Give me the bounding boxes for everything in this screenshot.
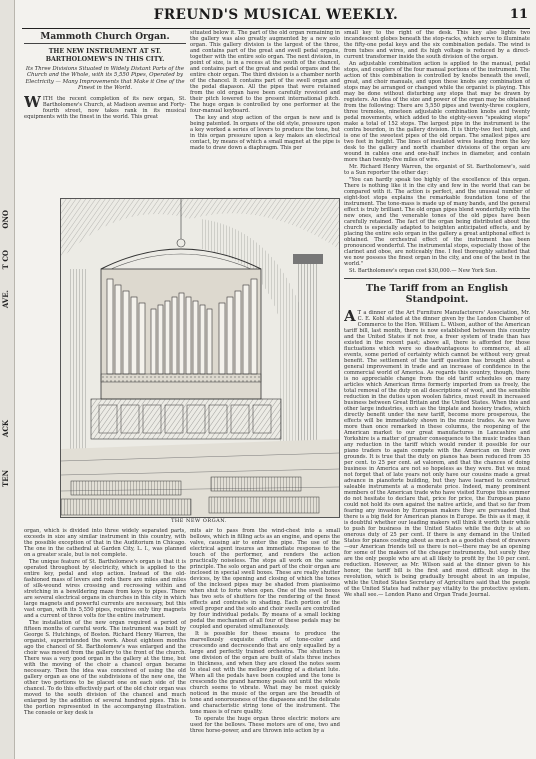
column-left-top [24,30,186,198]
running-title: FREUND'S MUSICAL WEEKLY. [153,7,399,23]
article-deck: Its Three Divisions Situated in Widely Distant Parts of the Church and the Whole, with its 5,550 Pipes, Operated by Electricity — Many Improvements that Make it One of the Finest in the World. [25,66,185,92]
paragraph: Mr. Richard Henry Warren, the organist of St. Bartholomew's, said to a Sun reporter the other day: [344,164,530,176]
paragraph: The installation of the new organ required a period of fifteen months of careful work. The instrument was built by George S. Hutchings, of Boston. Richard Henry Warren, the organist, superintended the work. About eighteen months ago the chancel of St. Bartholomew's was enlarged and the choir was moved from the gallery to the front of the church. There was a very good organ in the gallery at the time, but with the moving of the choir a chancel organ became necessary. Then the idea was conceived of using the old gallery organ as one of the subdivisions of the new one, the other two portions to be placed one on each side of the chancel. To do this effectively part of the old choir organ was moved to the south division of the chancel and much enlarged by the addition of several hundred pipes. This is the portion represented in the accompanying illustration. The console or key desk is [24,620,186,716]
paragraph: St. Bartholomew's organ cost $30,000.— New York Sun. [349,268,498,274]
paragraph: situated below it. The part of the old organ remaining in the gallery was also greatly augmented by a new solo organ. This gallery division is the largest of the three, and contains part of the great and swell pedal organs, together with the entire solo organ. The next division, in point of size, is in a recess at the south of the chancel, and contains part of the great and pedal organs and the entire choir organ. The third division is a chamber north of the chancel. It contains part of the swell organ and the pedal diapason. All the pipes that were retained from the old organ have been carefully revoiced and their pitch lowered to the present international pitch. The huge organ is controlled by one performer at the four-manual keyboard. [190,30,340,114]
paragraph: The unique feature of St. Bartholomew's organ is that it is operated throughout by electricity, which is applied to the entire key, pedal and stop action. Instead of the old-fashioned mass of levers and rods there are miles and miles of silk-wound wires crossing and recrossing within and stretching in a bewildering maze from keys to pipes. There are several electrical organs in churches in this city in which large magnets and powerful currents are necessary, but this vast organ, with its 5,550 pipes, requires only tiny magnets and a current of three volts for the entire instrument. [24,559,186,619]
paragraph: It is possible for these means to produce the marvellously exquisite effects of tone-color and crescendo and decrescendo that are only equalled by a large and perfectly trained orchestra. The shutters in one division of the organ are built of slats three inches in thickness, and when they are closed the notes seem to steal out with the mellow pleading of a distant lute. When all the pedals have been coupled and the tone is crescendo the grand harmony peals out until the whole church seems to vibrate. What may be most quickly noticed in the music of the organ are the breadth of tone and sonorousness of the diapasons and the delicate and characteristic string tone of the instrument. The tone mass is of rare quality. [190,631,340,715]
paragraph: organ, which is divided into three widely separated parts, exceeds in size any similar instrument in this country, with the possible exception of that in the Auditorium in Chicago. The one in the cathedral at Garden City, L. I., was planned on a greater scale, but is not complete. [24,528,186,558]
paragraph: "You can hardly speak too highly of the excellence of this organ. There is nothing like it in the city and few in the world that can be compared with it. The action is perfect, and the unusual number of eight-foot stops explains the remarkable foundation tone of the instrument. The tone-mass is made up of many bands, and the general effect is truly brilliant. The old organ pipes blend wonderfully with the new ones, and the venerable tones of the old pipes have been carefully retained. The fact of the organ being distributed about the church is especially adapted to heighten anticipated effects, and by placing the entire solo organ in the gallery a great antiphonal effect is obtained. The orchestral effect of the instrument has been pronounced wonderful. The instrumental stops, especially those of the clarinet and oboe, are noticeably fine. I feel thoroughly satisfied that we now possess the finest organ in the city, and one of the best in the world." [344,177,530,267]
page-header [22,6,530,29]
paragraph: small key to the right of the desk. This key also lights two incandescent globes beneath the stop-racks, which serve to illuminate the fifty-one pedal keys and the six combination pedals. The wind is from tubes and wires, and its high voltage is reduced by a direct-current transformer inside the south division of the organ. [344,30,530,60]
page-number: 11 [509,7,528,22]
strip-fragment: ONO [1,210,10,229]
adjacent-page-strip [0,0,15,759]
strip-fragment: TEN [1,470,10,487]
tariff-text: T a dinner of the Art Furniture Manufacturers' Association, Mr. C. E. Kohl stated at the dinner given by the London Chamber of Commerce to the Hon. William L. Wilson, author of the American tariff bill, last month, there is now established between this country and the United States if not free, a freer system of trade than has existed in the recent past; above all, there is afforded for those fluctuations which were so disadvantageous to commerce, at all events, some period of certainty which cannot be without very great benefit. The settlement of the tariff question has brought about a general improvement in trade and an increase of confidence in the commercial world of America. As regards this country, though, there is no appreciable change from the old tariff schedules on many articles which American firms formerly imported from us freely, the total removal of the duty on all descriptions of wool, and the sensible reduction in the duties upon woolen fabrics, must result in increased business between Great Britain and the United States. When this and other large industries, such as the tinplate and hosiery trades, which directly benefit under the new tariff, become more prosperous, the effects will be immediately shown in the music trades. As we have more than once remarked in these columns, the reopening of the American market to our great manufactures in Lancashire and Yorkshire is a matter of greater consequence to the music trades than any reduction in the tariff which would render it possible for our piano traders to again compete with the American on their own grounds. It is true that the duty on pianos has been reduced from 35 per cent. to 25 per cent. ad valorem, and that the chances of doing business in America are not so hopeless as they were. But we must not forget that of late years not only have our cousins made a great advance in pianoforte building, but they have learned to construct saleable instruments at a moderate price. Indeed, many prominent members of the American trade who have visited Europe this summer do not hesitate to declare that, price for price, the European piano could not hold its own against the native article, and that so far from fearing any invasion by European makers they are persuaded that there is a big field for American pianos in Europe. Be this as it may, it is doubtful whether our leading makers will think it worth their while to push for business in the United States while the duty is at so onerous duty of 25 per cent. If there is any demand in the United States for pianos costing about as much as a goodish chest of drawers—our American friends tell us there is not—there may be an opening for some of the makers of the cheaper instruments, but surely they are the only people who are at all likely to profit by the 10 per cent. reduction. However, as Mr. Wilson said at the dinner given to his honor, the tariff bill is the first and most difficult step in the revolution, which is being gradually brought about in an impulse, while the United States Secretary of Agriculture said that the people of the United States had rather pay vitality to the protective system. We shall see.— London Piano and Organ Trade Journal. [344,310,530,598]
strip-fragment: ACK [1,420,10,438]
illustration-caption: THE NEW ORGAN. [171,518,227,524]
lead-text: ITH the recent completion of its new organ, St. Bartholomew's Church, at Madison avenue and Forty-fourth street, now takes rank in its musical equipments with the finest in the world. This great [24,95,186,120]
paragraph: The key and stop action of the organ is new and is being patented. In organs of the old style, pressure upon a key worked a series of levers to produce the tone, but in this organ pressure upon a key makes an electrical contact, by means of which a small magnet at the pipe is made to draw down a diaphragm. This per [190,115,340,151]
tariff-lead-paragraph [344,307,530,598]
article-title: The Tariff from an English Standpoint. [344,278,530,305]
paragraph: To operate the huge organ three electric motors are used for the bellows. These motors are of one, two and three horse-power, and are thrown into action by a [190,716,340,734]
lead-paragraph [24,92,186,120]
drop-cap: W [24,92,41,111]
section-heading: Mammoth Church Organ. [24,34,186,44]
column-middle-bottom [190,528,340,756]
column-left-bottom [24,528,186,756]
paragraph: An adjustable combination action is applied to the manual, pedal stops, and couplers of the four manual portions of the instrument. The action of this combination is controlled by knobs beneath the swell, great, and choir manuals, and upon these knobs any combination of stops may be arranged or changed while the organist is playing. This may be done without disturbing any stops that may be drawn by registers. An idea of the size and power of the organ may be obtained from the following: There are 5,550 pipes and twenty-three couplers, three tremolos, nineteen adjustable combination knobs and twenty pedal movements, which added to the eighty-seven "speaking stops" make a total of 152 stops. The largest pipe in the instrument is the contra bourdon, in the gallery division. It is thirty-two feet high, and is one of the sweetest pipes of the old organ. The smallest pipes are two feet in height. The lines of insulated wires leading from the key desk to the gallery and north chamber divisions of the organ are wound in cables one and one-half inches in diameter, and contain more than twenty-five miles of wire. [344,61,530,163]
strip-fragment: AVE. [1,290,10,309]
column-right [344,30,530,754]
column-middle-top [190,30,340,196]
paragraph: mits air to pass from the wind-chest into a small bellows, which in filling acts as an engine, and opens the valve, causing air to enter the pipe. The use of the electrical agent insures an immediate response to the touch of the performer, and renders the action practically noiseless. The stops all work on the same principle. The solo organ and part of the choir organ are inclosed in special swell boxes. These are really shutter devices, by the opening and closing of which the tones of the inclosed pipes may be shaded from pianissimo when shut to forte when open. One of the swell boxes has two sets of shutters for the rendering of the finest effects and contrasts in shading. Each portion of the swell proper and the solo and choir swells are controlled by four individual pedals. By means of a small locking pedal the mechanism of all four of these pedals may be coupled and operated simultaneously. [190,528,340,630]
drop-cap: A [344,307,356,325]
article-title: THE NEW INSTRUMENT AT ST. BARTHOLOMEW'S IN THIS CITY. [45,48,165,63]
strip-fragment: T CO [1,250,10,270]
organ-engraving-image [61,199,339,517]
organ-illustration [60,198,340,518]
